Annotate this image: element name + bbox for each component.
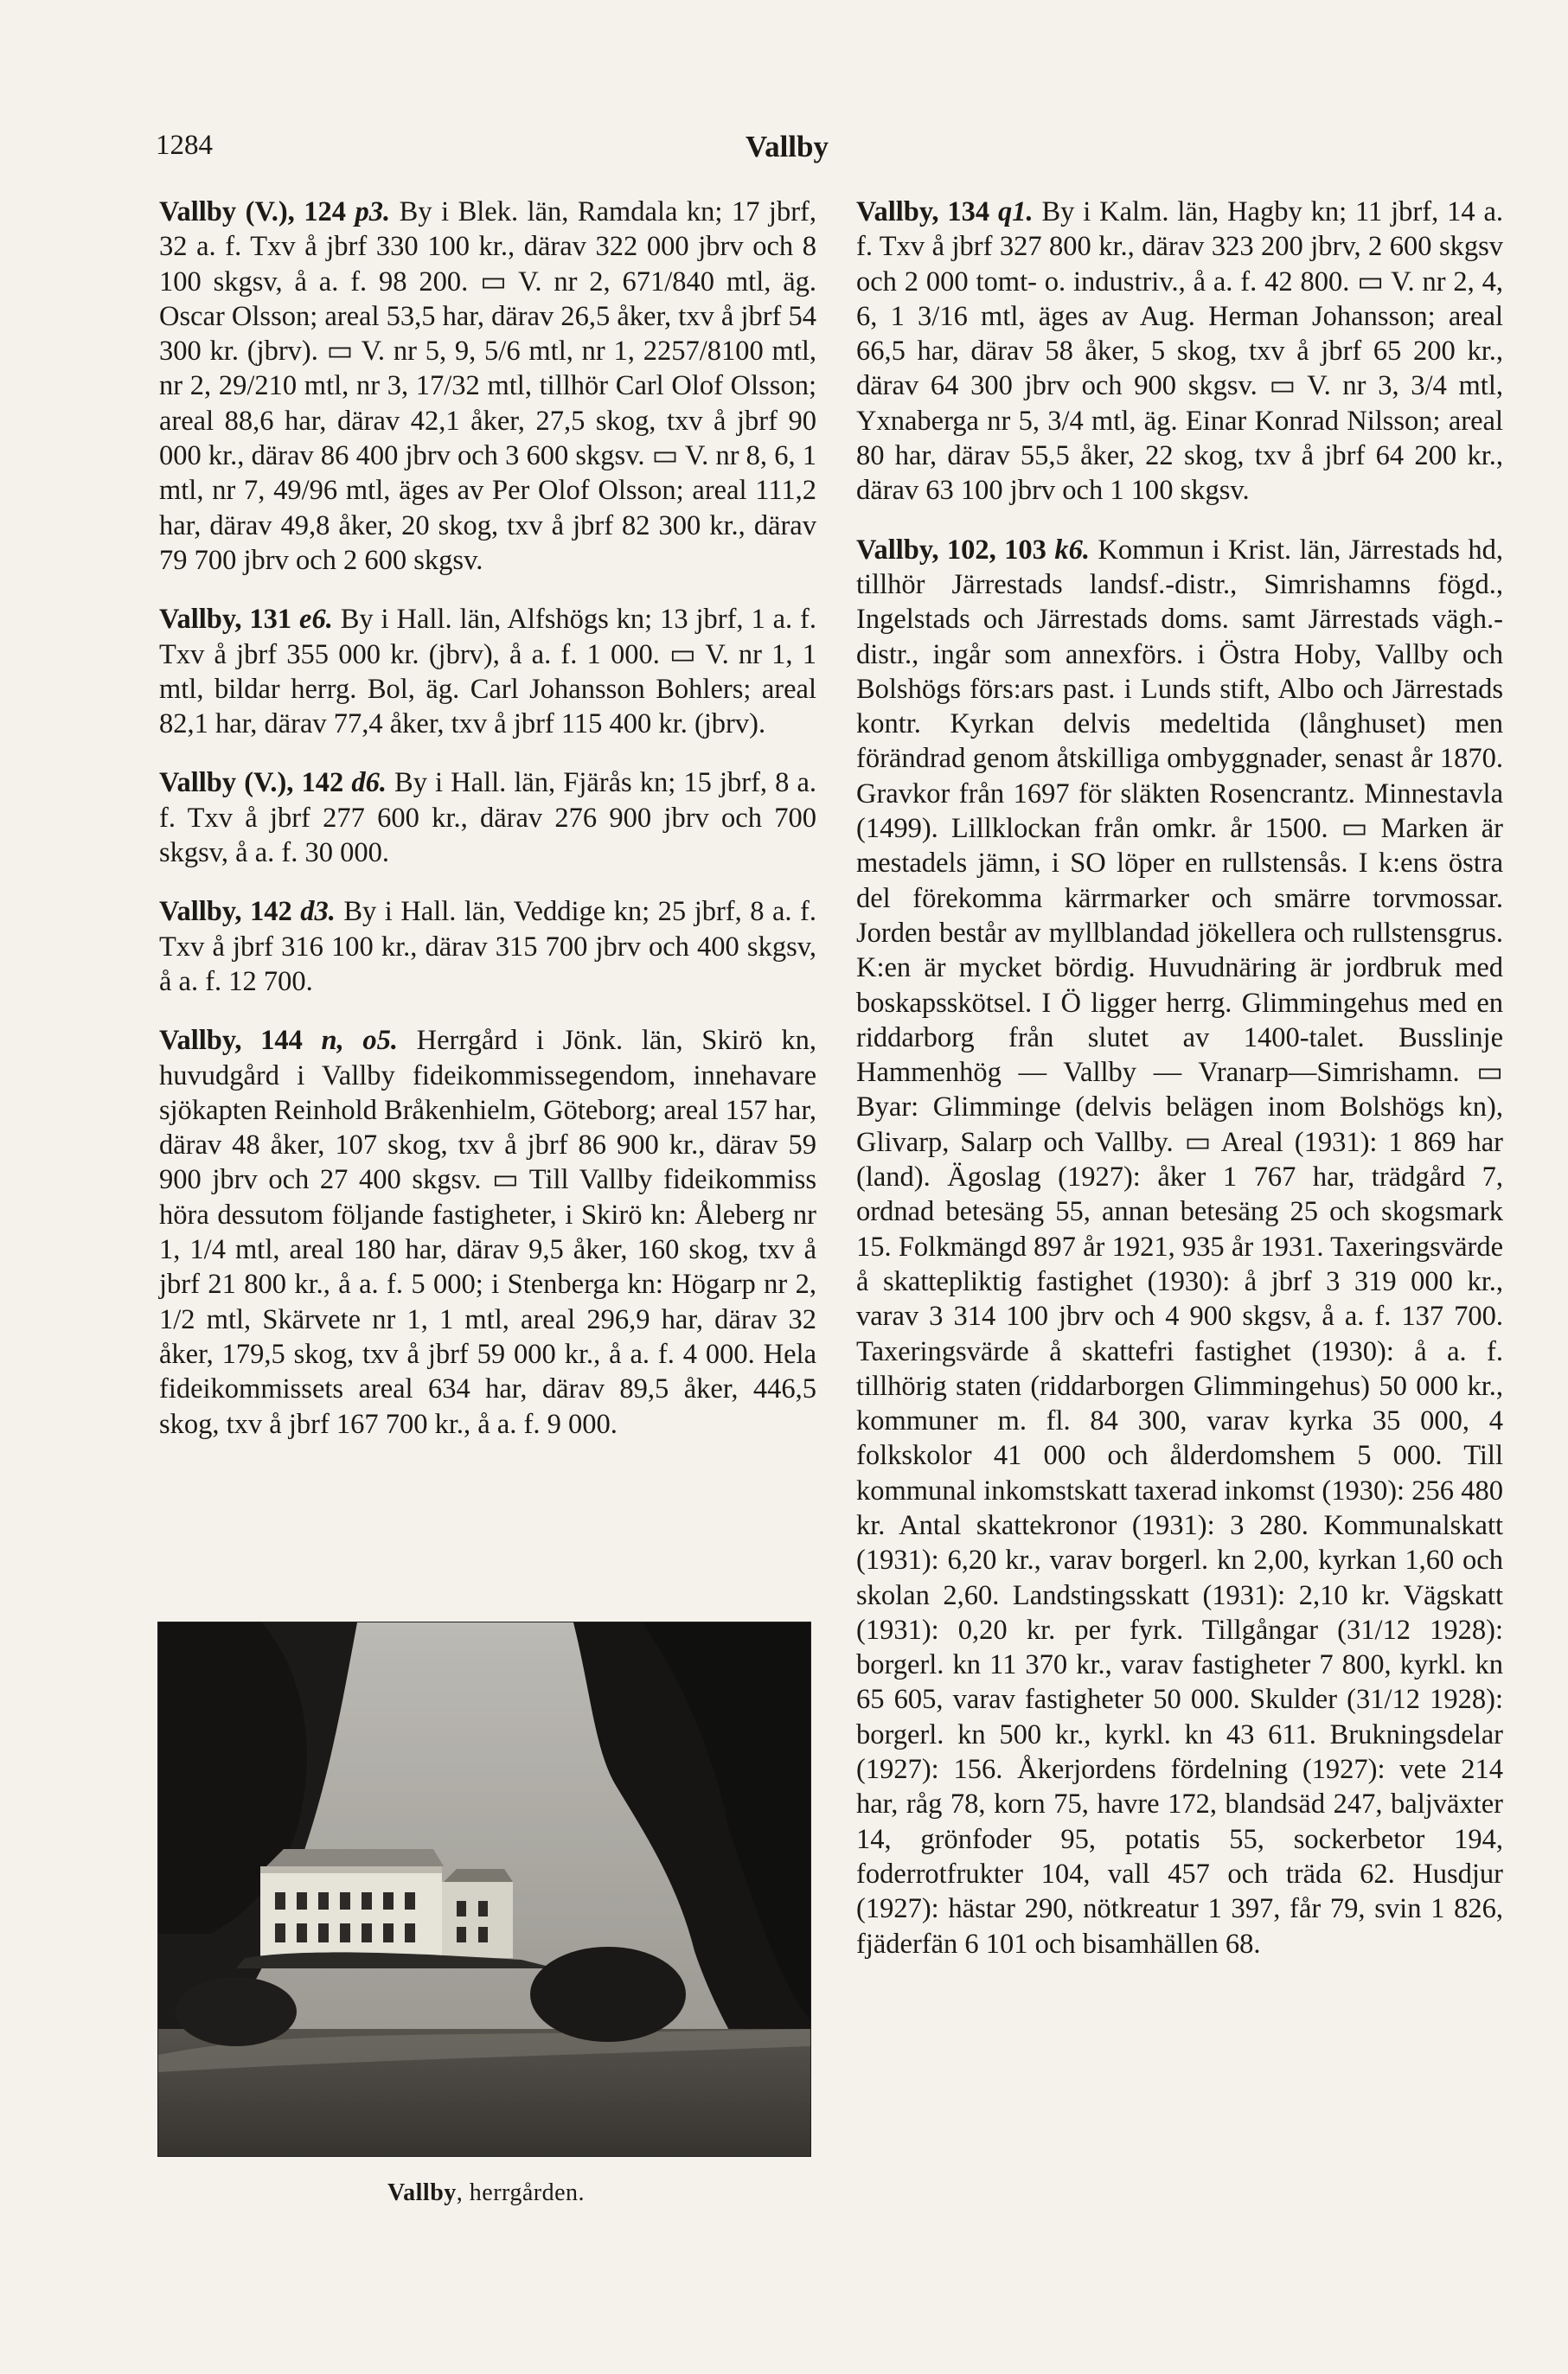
map-reference: e6.	[299, 604, 333, 636]
entry-text: By i Kalm. län, Hagby kn; 11 jbrf, 14 a. f. Txv å jbrf 327 800 kr., därav 323 200 jbrv, 2 600 skgsv och 2 000 tomt- o. industriv., å a. f. 42 800. ▭ V. nr 2, 4, 6, 1 3/16 mtl, äges av Aug. Herman Johansson; areal 66,5 har, därav 58 åker, 5 skog, txv å jbrf 65 200 kr., därav 64 300 jbrv och 900 skgsv. ▭ V. nr 3, 3/4 mtl, Yxnaberga nr 5, 3/4 mtl, äg. Einar Konrad Nilsson; areal 80 har, därav 55,5 åker, 22 skog, txv å jbrf 64 200 kr., därav 63 100 jbrv och 1 100 skgsv.	[856, 196, 1504, 507]
map-reference: d3.	[300, 896, 336, 928]
entry-vallby-blek: Vallby (V.), 124 p3. By i Blek. län, Ramdala kn; 17 jbrf, 32 a. f. Txv å jbrf 330 100 kr., därav 322 000 jbrv och 8 100 skgsv, å a. f. 98 200. ▭ V. nr 2, 671/840 mtl, äg. Oscar Olsson; areal 53,5 har, därav 26,5 åker, txv å jbrf 54 300 kr. (jbrv). ▭ V. nr 5, 9, 5/6 mtl, nr 1, 2257/8100 mtl, nr 2, 29/210 mtl, nr 3, 17/32 mtl, tillhör Carl Olof Olsson; areal 88,6 har, därav 42,1 åker, 27,5 skog, txv å jbrf 90 000 kr., därav 86 400 jbrv och 3 600 skgsv. ▭ V. nr 8, 6, 1 mtl, nr 7, 49/96 mtl, äges av Per Olof Olsson; areal 111,2 har, därav 49,8 åker, 20 skog, txv å jbrf 82 300 kr., därav 79 700 jbrv och 2 600 skgsv.	[159, 196, 816, 576]
entry-headword: Vallby	[159, 896, 235, 928]
map-reference: q1.	[997, 196, 1034, 227]
entry-headword: Vallby	[159, 604, 235, 636]
entry-vallby-alfshog: Vallby, 131 e6. By i Hall. län, Alfshögs kn; 13 jbrf, 1 a. f. Txv å jbrf 355 000 kr. (jbrv), å a. f. 1 000. ▭ V. nr 1, 1 mtl, bildar herrg. Bol, äg. Carl Johansson Bohlers; areal 82,1 har, därav 77,4 åker, txv å jbrf 115 400 kr. (jbrv).	[159, 604, 816, 740]
entry-headword: Vallby	[159, 196, 237, 227]
entry-headword: Vallby	[159, 1025, 235, 1057]
entry-headword: Vallby	[856, 534, 932, 566]
entry-text: By i Hall. län, Alfshögs kn; 13 jbrf, 1 a. f. Txv å jbrf 355 000 kr. (jbrv), å a. f. 1 000. ▭ V. nr 1, 1 mtl, bildar herrg. Bol, äg. Carl Johansson Bohlers; areal 82,1 har, därav 77,4 åker, txv å jbrf 115 400 kr. (jbrv).	[159, 604, 816, 740]
entry-text: Herrgård i Jönk. län, Skirö kn, huvudgård i Vallby fideikommissegendom, innehavare sjökapten Reinhold Bråkenhielm, Göteborg; areal 157 har, därav 48 åker, 107 skog, txv å jbrf 86 900 kr., därav 59 900 jbrv och 27 400 skgsv. ▭ Till Vallby fideikommiss höra dessutom följande fastigheter, i Skirö kn: Åleberg nr 1, 1/4 mtl, areal 180 har, därav 9,5 åker, 160 skog, txv å jbrf 21 800 kr., å a. f. 5 000; i Stenberga kn: Högarp nr 2, 1/2 mtl, Skärvete nr 1, 1 mtl, areal 296,9 har, därav 32 åker, 179,5 skog, txv å jbrf 59 000 kr., å a. f. 4 000. Hela fideikommissets areal 634 har, därav 89,5 åker, 446,5 skog, txv å jbrf 167 700 kr., å a. f. 9 000.	[159, 1025, 817, 1440]
manor-photo	[157, 1622, 811, 2157]
entry-text: Kommun i Krist. län, Järrestads hd, tillhör Järrestads landsf.-distr., Simrishamns fögd., Ingelstads och Järrestads doms. samt Järrestads vägh.-distr., ingår som annexförs. i Östra Hoby, Vallby och Bolshögs förs:ars past. i Lunds stift, Albo och Järrestads kontr. Kyrkan delvis medeltida (långhuset) men förändrad genom åtskilliga ombyggnader, senast år 1870. Gravkor från 1697 för släkten Rosencrantz. Minnestavla (1499). Lillklockan från omkr. år 1500. ▭ Marken är mestadels jämn, i SO löper en rullstensås. I k:ens östra del förekomma kärrmarker och smärre torvmossar. Jorden består av myllblandad jökellera och rullstensgrus. K:en är mycket bördig. Huvudnäring är jordbruk med boskapsskötsel. I Ö ligger herrg. Glimmingehus med en riddarborg från slutet av 1400-talet. Busslinje Hammenhög — Vallby — Vranarp—Simrishamn. ▭ Byar: Glimminge (delvis belägen inom Bolshögs kn), Glivarp, Salarp och Vallby. ▭ Areal (1931): 1 869 har (land). Ägoslag (1927): åker 1 767 har, trädgård 7, ordnad betesäng 55, annan betesäng 25 och skogsmark 15. Folkmängd 897 år 1921, 935 år 1931. Taxeringsvärde å skattepliktig fastighet (1930): å jbrf 3 319 000 kr., varav 3 314 100 jbrv och 4 900 skgsv, å a. f. 137 700. Taxeringsvärde å skattefri fastighet (1930): å a. f. tillhörig staten (riddarborgen Glimmingehus) 50 000 kr., kommuner m. fl. 84 300, varav kyrka 35 000, 4 folkskolor 41 000 och ålderdomshem 5 000. Till kommunal inkomstskatt taxerad inkomst (1930): 256 480 kr. Antal skattekronor (1931): 3 280. Kommunalskatt (1931): 6,20 kr., varav borgerl. kn 2,00, kyrkan 1,60 och skolan 2,60. Landstingsskatt (1931): 2,10 kr. Vägskatt (1931): 0,20 kr. per fyrk. Tillgångar (31/12 1928): borgerl. kn 11 370 kr., varav fastigheter 7 800, kyrkl. kn 65 605, varav fastigheter 50 000. Skulder (31/12 1928): borgerl. kn 500 kr., kyrkl. kn 43 611. Brukningsdelar (1927): 156. Åkerjordens fördelning (1927): vete 214 har, råg 78, korn 75, havre 172, blandsäd 247, baljväxter 14, grönfoder 95, potatis 55, sockerbetor 194, foderrotfrukter 104, vall 457 och träda 62. Husdjur (1927): hästar 290, nötkreatur 1 397, får 79, svin 1 826, fjäderfän 6 101 och bisamhällen 68.	[856, 534, 1503, 1960]
right-column	[856, 195, 1503, 1986]
map-reference: n, o5.	[321, 1025, 398, 1057]
photo-caption: Vallby, herrgården.	[387, 2179, 586, 2206]
photo-figure	[157, 1622, 815, 2207]
entry-headword: Vallby	[159, 767, 237, 799]
left-column	[159, 195, 816, 1466]
entry-vallby-skiro: Vallby, 144 n, o5. Herrgård i Jönk. län, Skirö kn, huvudgård i Vallby fideikommissegendom, innehavare sjökapten Reinhold Bråkenhielm, Göteborg; areal 157 har, därav 48 åker, 107 skog, txv å jbrf 86 900 kr., därav 59 900 jbrv och 27 400 skgsv. ▭ Till Vallby fideikommiss höra dessutom följande fastigheter, i Skirö kn: Åleberg nr 1, 1/4 mtl, areal 180 har, därav 9,5 åker, 160 skog, txv å jbrf 21 800 kr., å a. f. 5 000; i Stenberga kn: Högarp nr 2, 1/2 mtl, Skärvete nr 1, 1 mtl, areal 296,9 har, därav 32 åker, 179,5 skog, txv å jbrf 59 000 kr., å a. f. 4 000. Hela fideikommissets areal 634 har, därav 89,5 åker, 446,5 skog, txv å jbrf 167 700 kr., å a. f. 9 000.	[159, 1025, 817, 1440]
map-reference: p3.	[355, 196, 391, 227]
entry-vallby-kommun: Vallby, 102, 103 k6. Kommun i Krist. län, Järrestads hd, tillhör Järrestads landsf.-distr., Simrishamns fögd., Ingelstads och Järrestads doms. samt Järrestads vägh.-distr., ingår som annexförs. i Östra Hoby, Vallby och Bolshögs förs:ars past. i Lunds stift, Albo och Järrestads kontr. Kyrkan delvis medeltida (långhuset) men förändrad genom åtskilliga ombyggnader, senast år 1870. Gravkor från 1697 för släkten Rosencrantz. Minnestavla (1499). Lillklockan från omkr. år 1500. ▭ Marken är mestadels jämn, i SO löper en rullstensås. I k:ens östra del förekomma kärrmarker och smärre torvmossar. Jorden består av myllblandad jökellera och rullstensgrus. K:en är mycket bördig. Huvudnäring är jordbruk med boskapsskötsel. I Ö ligger herrg. Glimmingehus med en riddarborg från slutet av 1400-talet. Busslinje Hammenhög — Vallby — Vranarp—Simrishamn. ▭ Byar: Glimminge (delvis belägen inom Bolshögs kn), Glivarp, Salarp och Vallby. ▭ Areal (1931): 1 869 har (land). Ägoslag (1927): åker 1 767 har, trädgård 7, ordnad betesäng 55, annan betesäng 25 och skogsmark 15. Folkmängd 897 år 1921, 935 år 1931. Taxeringsvärde å skattepliktig fastighet (1930): å jbrf 3 319 000 kr., varav 3 314 100 jbrv och 4 900 skgsv, å a. f. 137 700. Taxeringsvärde å skattefri fastighet (1930): å a. f. tillhörig staten (riddarborgen Glimmingehus) 50 000 kr., kommuner m. fl. 84 300, varav kyrka 35 000, 4 folkskolor 41 000 och ålderdomshem 5 000. Till kommunal inkomstskatt taxerad inkomst (1930): 256 480 kr. Antal skattekronor (1931): 3 280. Kommunalskatt (1931): 6,20 kr., varav borgerl. kn 2,00, kyrkan 1,60 och skolan 2,60. Landstingsskatt (1931): 2,10 kr. Vägskatt (1931): 0,20 kr. per fyrk. Tillgångar (31/12 1928): borgerl. kn 11 370 kr., varav fastigheter 7 800, kyrkl. kn 65 605, varav fastigheter 50 000. Skulder (31/12 1928): borgerl. kn 500 kr., kyrkl. kn 43 611. Brukningsdelar (1927): 156. Åkerjordens fördelning (1927): vete 214 har, råg 78, korn 75, havre 172, blandsäd 247, baljväxter 14, grönfoder 95, potatis 55, sockerbetor 194, foderrotfrukter 104, vall 457 och träda 62. Husdjur (1927): hästar 290, nötkreatur 1 397, får 79, svin 1 826, fjäderfän 6 101 och bisamhällen 68.	[856, 534, 1503, 1960]
running-head: Vallby	[746, 130, 829, 163]
entry-vallby-hagby: Vallby, 134 q1. By i Kalm. län, Hagby kn; 11 jbrf, 14 a. f. Txv å jbrf 327 800 kr., därav 323 200 jbrv, 2 600 skgsv och 2 000 tomt- o. industriv., å a. f. 42 800. ▭ V. nr 2, 4, 6, 1 3/16 mtl, äges av Aug. Herman Johansson; areal 66,5 har, därav 58 åker, 5 skog, txv å jbrf 65 200 kr., därav 64 300 jbrv och 900 skgsv. ▭ V. nr 3, 3/4 mtl, Yxnaberga nr 5, 3/4 mtl, äg. Einar Konrad Nilsson; areal 80 har, därav 55,5 åker, 22 skog, txv å jbrf 64 200 kr., därav 63 100 jbrv och 1 100 skgsv.	[856, 196, 1504, 507]
map-reference: d6.	[351, 767, 387, 799]
page-number: 1284	[156, 130, 213, 161]
map-reference: k6.	[1054, 534, 1090, 566]
entry-text: By i Hall. län, Veddige kn; 25 jbrf, 8 a. f. Txv å jbrf 316 100 kr., därav 315 700 jbrv och 400 skgsv, å a. f. 12 700.	[159, 896, 817, 997]
entry-vallby-veddige: Vallby, 142 d3. By i Hall. län, Veddige kn; 25 jbrf, 8 a. f. Txv å jbrf 316 100 kr., därav 315 700 jbrv och 400 skgsv, å a. f. 12 700.	[159, 896, 817, 997]
entry-text: By i Hall. län, Fjärås kn; 15 jbrf, 8 a. f. Txv å jbrf 277 600 kr., därav 276 900 jbrv och 700 skgsv, å a. f. 30 000.	[159, 767, 817, 869]
entry-vallby-fjaras: Vallby (V.), 142 d6. By i Hall. län, Fjärås kn; 15 jbrf, 8 a. f. Txv å jbrf 277 600 kr., därav 276 900 jbrv och 700 skgsv, å a. f. 30 000.	[159, 767, 817, 869]
page-header	[156, 130, 1418, 178]
entry-text: By i Blek. län, Ramdala kn; 17 jbrf, 32 a. f. Txv å jbrf 330 100 kr., därav 322 000 jbrv och 8 100 skgsv, å a. f. 98 200. ▭ V. nr 2, 671/840 mtl, äg. Oscar Olsson; areal 53,5 har, därav 26,5 åker, txv å jbrf 54 300 kr. (jbrv). ▭ V. nr 5, 9, 5/6 mtl, nr 1, 2257/8100 mtl, nr 2, 29/210 mtl, nr 3, 17/32 mtl, tillhör Carl Olof Olsson; areal 88,6 har, därav 42,1 åker, 27,5 skog, txv å jbrf 90 000 kr., därav 86 400 jbrv och 3 600 skgsv. ▭ V. nr 8, 6, 1 mtl, nr 7, 49/96 mtl, äges av Per Olof Olsson; areal 111,2 har, därav 49,8 åker, 20 skog, txv å jbrf 82 300 kr., därav 79 700 jbrv och 2 600 skgsv.	[159, 196, 816, 576]
entry-headword: Vallby	[856, 196, 932, 227]
